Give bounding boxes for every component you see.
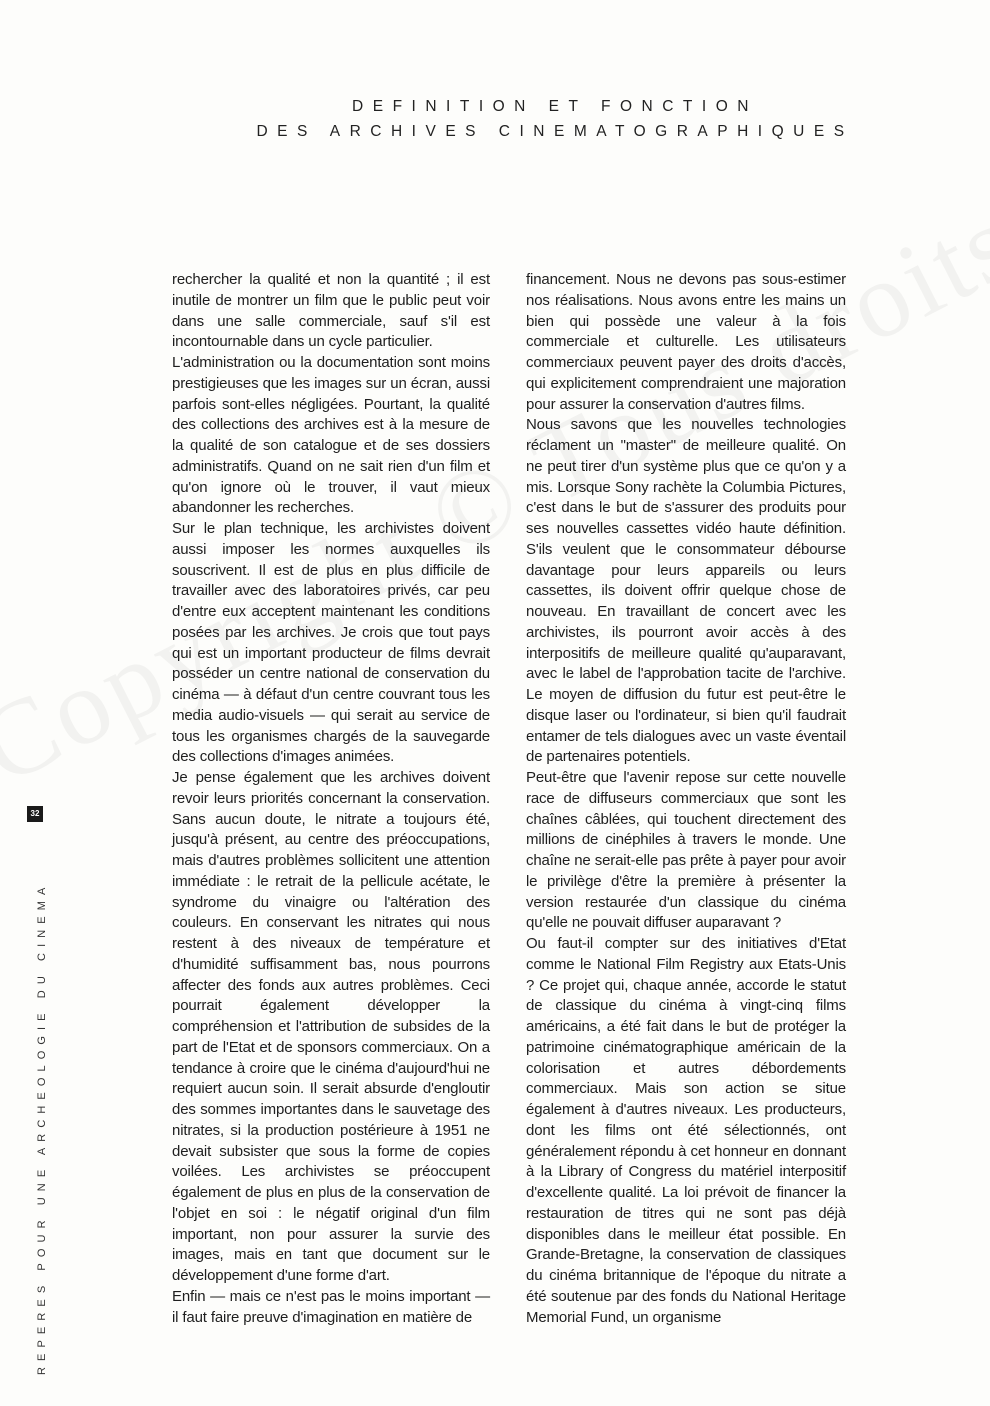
paragraph: rechercher la qualité et non la quantité ; il est inutile de montrer un film que le public peut voir dans une salle commerciale, sauf s'il est incontournable dans un cycle particulier.: [172, 271, 490, 351]
page-number-badge: 32: [27, 806, 43, 822]
paragraph: Sur le plan technique, les archivistes doivent aussi imposer les normes auxquelles ils souscrivent. Il est de plus en plus difficile de travailler avec des laboratoires privés, car peu d'entre eux acceptent maintenant les conditions posées par les archives. Je crois que tout pays qui est un important producteur de films devrait posséder un centre national de conservation du cinéma — à défaut d'un centre couvrant tous les media audio-visuels — qui serait au service de tous les organismes chargés de la sauvegarde des collections d'images animées.: [172, 520, 490, 766]
paragraph: Je pense également que les archives doivent revoir leurs priorités concernant la conservation. Sans aucun doute, le nitrate a toujours été, jusqu'à présent, au centre des préoccupations, mais d'autres problèmes sollicitent une attention immédiate : le retrait de la pellicule acétate, le syndrome du vinaigre ou l'altération des couleurs. En conservant les nitrates qui nous restent à des niveaux de température et d'humidité suffisamment bas, nous pourrons affecter des fonds aux autres problèmes. Ceci pourrait également développer la compréhension et l'attribution de subsides de la part de l'Etat et de sponsors commerciaux. On a tendance à croire que le cinéma d'aujourd'hui ne requiert aucun soin. Il serait absurde d'engloutir des sommes importantes dans le sauvetage des nitrates, si la production postérieure à 1951 ne devait subsister que sous la forme de copies voilées. Les archivistes se préoccupent également de plus en plus de la conservation de l'objet en soi : le négatif original d'un film important, non pour assurer la survie des images, mais en tant que document sur le développement d'une forme d'art.: [172, 769, 490, 1284]
page-header: [200, 94, 910, 144]
paragraph: Enfin — mais ce n'est pas le moins important — il faut faire preuve d'imagination en matière de: [172, 1287, 490, 1326]
running-title: REPERES POUR UNE ARCHEOLOGIE DU CINEMA: [36, 881, 48, 1375]
header-line-1: DEFINITION ET FONCTION: [352, 98, 758, 115]
paragraph: L'administration ou la documentation sont moins prestigieuses que les images sur un écran, aussi parfois sont-elles négligées. Pourtant, la qualité des collections des archives est à la mesure de la qualité de son catalogue et de ses dossiers administratifs. Quand on ne sait rien d'un film et qu'on ignore où le trouver, il vaut mieux abandonner les recherches.: [172, 354, 490, 517]
paragraph: Peut-être que l'avenir repose sur cette nouvelle race de diffuseurs commerciaux que sont les chaînes câblées, qui touchent directement des millions de cinéphiles à travers le monde. Une chaîne ne serait-elle pas prête à payer pour avoir le privilège d'être la première à présenter la version restaurée d'un classique du cinéma qu'elle ne pouvait diffuser auparavant ?: [526, 769, 846, 932]
right-column: [526, 270, 846, 1328]
header-line-2: DES ARCHIVES CINEMATOGRAPHIQUES: [256, 123, 854, 140]
paragraph: Ou faut-il compter sur des initiatives d'Etat comme le National Film Registry aux Etats-Unis ? Ce projet qui, chaque année, accorde le statut de classique du cinéma à vingt-cinq films américains, a été fait dans le but de protéger la patrimoine cinématographique américain de la colorisation et autres débordements commerciaux. Mais son action se situe également à d'autres niveaux. Les producteurs, dont les films ont été sélectionnés, ont généralement répondu à cet honneur en donnant à la Library of Congress du matériel interpositif d'excellente qualité. La loi prévoit de financer la restauration de titres qui ne sont pas déjà disponibles dans le meilleur état possible. En Grande-Bretagne, la conservation de classiques du cinéma britannique de l'époque du nitrate a été soutenue par des fonds du National Heritage Memorial Fund, un organisme: [526, 935, 846, 1326]
paragraph: financement. Nous ne devons pas sous-estimer nos réalisations. Nous avons entre les mains un bien qui possède une valeur à la fois commerciale et culturelle. Les utilisateurs commerciaux peuvent payer des droits d'accès, qui explicitement comprendraient une majoration pour assurer la conservation d'autres films.: [526, 271, 846, 413]
paragraph: Nous savons que les nouvelles technologies réclament un "master" de meilleure qualité. On ne peut tirer d'un système plus que ce qu'on y a mis. Lorsque Sony rachète la Columbia Pictures, c'est dans le but de s'assurer des produits pour ses nouvelles cassettes vidéo haute définition. S'ils veulent que le consommateur débourse davantage pour leurs appareils ou leurs cassettes, ils doivent offrir quelque chose de nouveau. En travaillant de concert avec les archivistes, ils pourront avoir accès à des interpositifs de meilleure qualité qu'auparavant, avec le label de l'approbation tacite de l'archive. Le moyen de diffusion du futur est peut-être le disque laser ou l'ordinateur, si bien qu'il faudrait entamer de tels dialogues avec un vaste éventail de partenaires potentiels.: [526, 416, 846, 766]
left-column: [172, 270, 490, 1328]
